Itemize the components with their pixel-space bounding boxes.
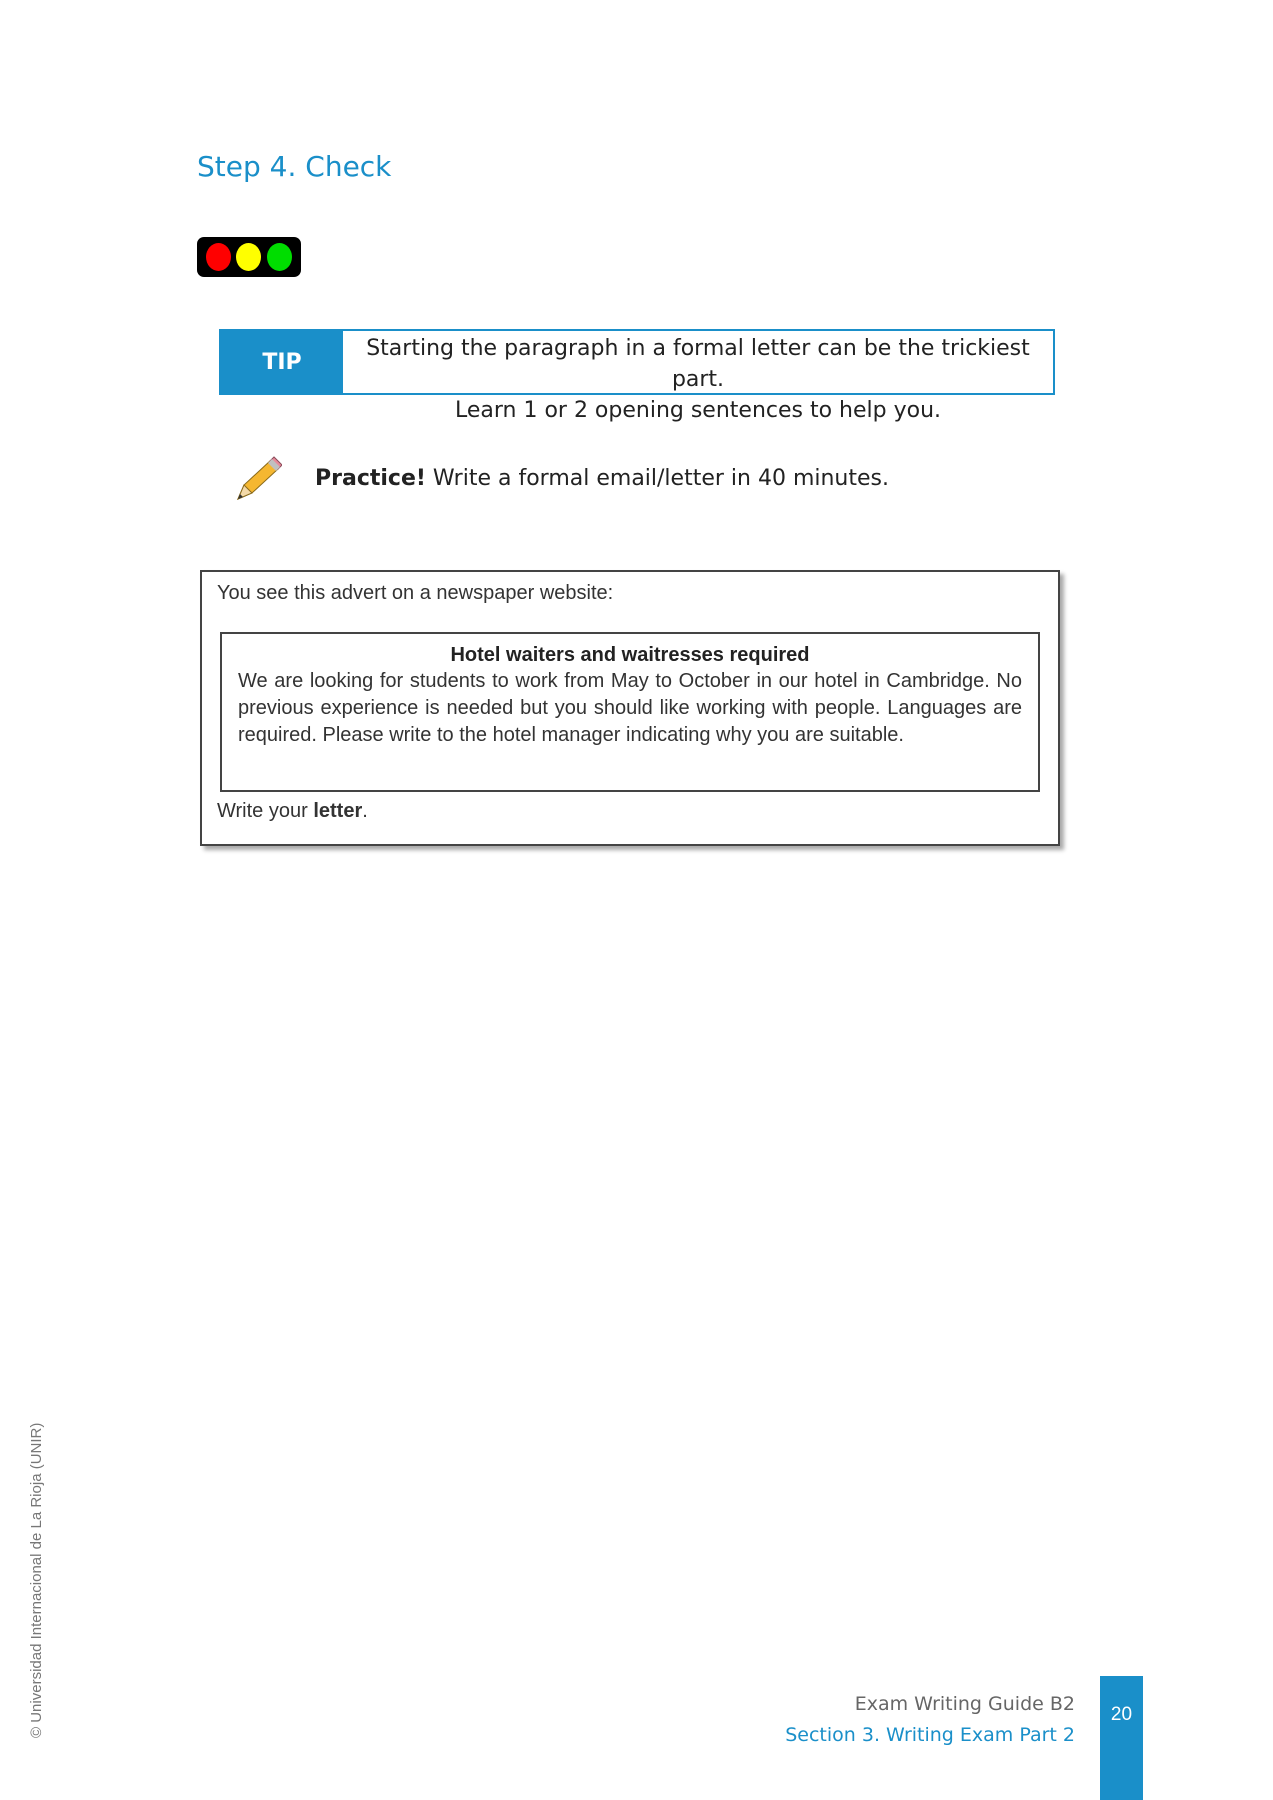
- pencil-icon: [230, 455, 282, 505]
- footer-title: Exam Writing Guide B2: [854, 1693, 1075, 1715]
- section-heading: Step 4. Check: [197, 150, 392, 183]
- tip-text: [343, 331, 1053, 423]
- practice-label: Practice!: [315, 466, 426, 491]
- task-end-bold: letter: [313, 800, 363, 822]
- task-intro: You see this advert on a newspaper website:: [217, 582, 614, 604]
- tip-line-2: Learn 1 or 2 opening sentences to help you.: [454, 398, 942, 423]
- footer-section: Section 3. Writing Exam Part 2: [785, 1724, 1075, 1746]
- copyright-sidebar: © Universidad Internacional de La Rioja (UNIR): [28, 1422, 45, 1738]
- page-number: 20: [1100, 1676, 1143, 1800]
- task-end-suffix: .: [362, 800, 368, 822]
- task-instruction: [217, 800, 368, 823]
- tip-line-1: Starting the paragraph in a formal letter can be the trickiest part.: [366, 336, 1030, 392]
- tip-box: [219, 329, 1055, 423]
- practice-instruction: [315, 466, 889, 491]
- advert-title: Hotel waiters and waitresses required: [450, 644, 810, 666]
- advert-box: [220, 632, 1040, 792]
- yellow-light-icon: [236, 243, 261, 271]
- tip-label: TIP: [221, 331, 343, 393]
- practice-text: Write a formal email/letter in 40 minutes.: [425, 466, 889, 491]
- advert-body: We are looking for students to work from May to October in our hotel in Cambridge. No previous experience is needed but you should like working with people. Languages are required. Please write to the hotel manager indicating why you are suitable.: [238, 670, 1022, 746]
- traffic-light-icon: [197, 237, 301, 277]
- red-light-icon: [206, 243, 231, 271]
- green-light-icon: [267, 243, 292, 271]
- task-end-prefix: Write your: [217, 800, 314, 822]
- task-box: [200, 570, 1060, 846]
